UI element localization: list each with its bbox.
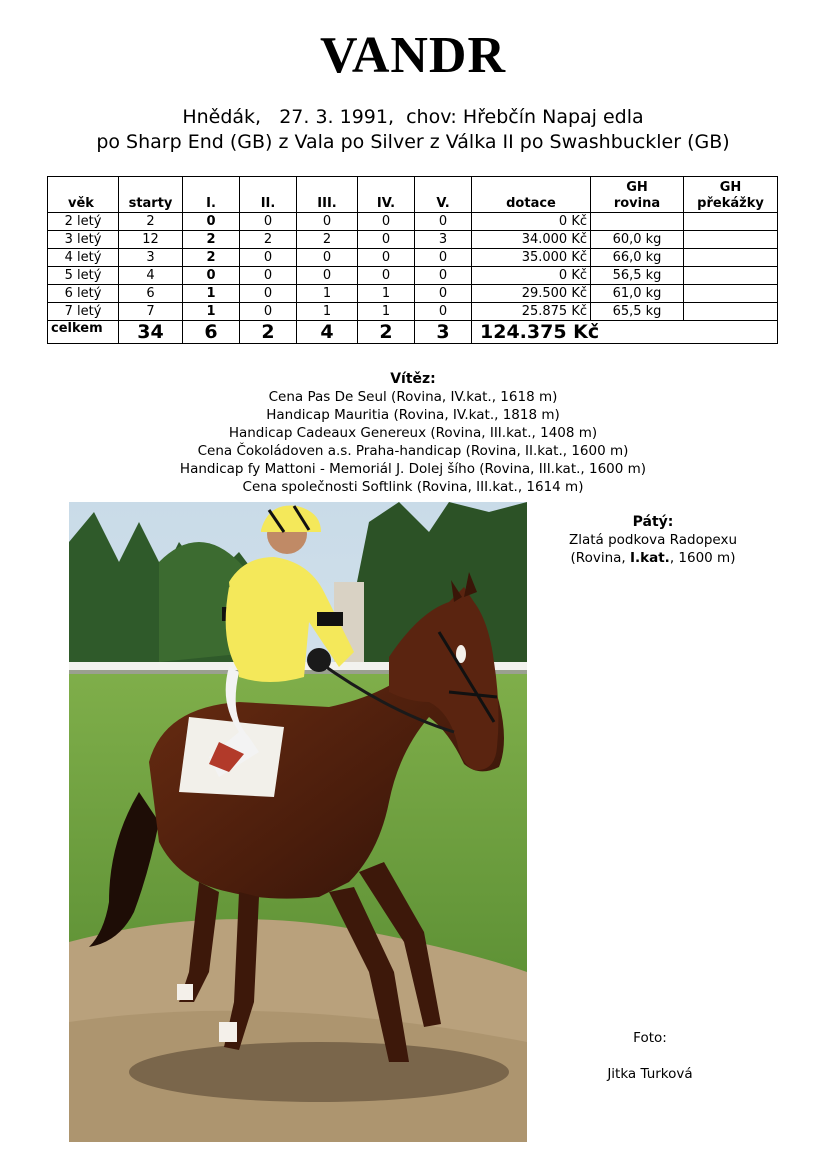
table-row xyxy=(48,231,778,249)
total-starts: 34 xyxy=(119,321,183,344)
table-row xyxy=(48,213,778,231)
row-fifth: 0 xyxy=(415,213,472,231)
row-gh-flat xyxy=(591,213,684,231)
row-prize: 0 Kč xyxy=(472,267,591,285)
col-header-age: věk xyxy=(48,177,119,213)
row-second: 2 xyxy=(240,231,297,249)
fifth-race-name: Zlatá podkova Radopexu xyxy=(568,532,738,548)
row-starts: 7 xyxy=(119,303,183,321)
row-third: 0 xyxy=(297,249,358,267)
row-prize: 34.000 Kč xyxy=(472,231,591,249)
row-fourth: 1 xyxy=(358,303,415,321)
horse-photo-illustration xyxy=(69,502,527,1142)
row-gh-jump xyxy=(684,213,778,231)
row-first: 1 xyxy=(183,285,240,303)
row-second: 0 xyxy=(240,213,297,231)
winner-heading: Vítěz: xyxy=(390,371,436,387)
fifth-race-detail xyxy=(548,549,758,567)
col-header-first: I. xyxy=(183,177,240,213)
career-stats-table xyxy=(47,176,778,344)
total-first: 6 xyxy=(183,321,240,344)
winner-race-list xyxy=(0,388,826,496)
row-gh-flat: 61,0 kg xyxy=(591,285,684,303)
table-row xyxy=(48,285,778,303)
row-first: 0 xyxy=(183,213,240,231)
row-gh-flat: 65,5 kg xyxy=(591,303,684,321)
row-second: 0 xyxy=(240,285,297,303)
table-total-row xyxy=(48,321,778,344)
row-first: 2 xyxy=(183,231,240,249)
winner-race-item: Handicap fy Mattoni - Memoriál J. Dolej šího (Rovina, III.kat., 1600 m) xyxy=(179,461,647,477)
total-prize: 124.375 Kč xyxy=(472,321,778,344)
row-fifth: 3 xyxy=(415,231,472,249)
row-fifth: 0 xyxy=(415,249,472,267)
row-fourth: 0 xyxy=(358,213,415,231)
row-fourth: 1 xyxy=(358,285,415,303)
gh-jump-bottom: překážky xyxy=(697,196,764,211)
fifth-detail-post: , 1600 m) xyxy=(669,550,736,566)
total-fifth: 3 xyxy=(415,321,472,344)
table-row xyxy=(48,249,778,267)
horse-photo xyxy=(69,502,527,1142)
row-age: 3 letý xyxy=(48,231,119,249)
row-first: 0 xyxy=(183,267,240,285)
row-age: 6 letý xyxy=(48,285,119,303)
row-gh-flat: 60,0 kg xyxy=(591,231,684,249)
col-header-prize: dotace xyxy=(472,177,591,213)
winner-race-item: Cena Čokoládoven a.s. Praha-handicap (Rovina, II.kat., 1600 m) xyxy=(197,443,629,459)
total-third: 4 xyxy=(297,321,358,344)
row-gh-jump xyxy=(684,267,778,285)
gh-flat-top: GH xyxy=(626,180,648,195)
row-prize: 29.500 Kč xyxy=(472,285,591,303)
gh-flat-bottom: rovina xyxy=(613,196,661,211)
col-header-third: III. xyxy=(297,177,358,213)
row-age: 5 letý xyxy=(48,267,119,285)
row-age: 4 letý xyxy=(48,249,119,267)
fifth-detail-category: I.kat. xyxy=(629,550,670,566)
row-second: 0 xyxy=(240,267,297,285)
winner-race-item: Handicap Cadeaux Genereux (Rovina, III.kat., 1408 m) xyxy=(228,425,598,441)
pedigree-line: po Sharp End (GB) z Vala po Silver z Válka II po Swashbuckler (GB) xyxy=(96,131,730,153)
row-age: 7 letý xyxy=(48,303,119,321)
winner-race-item: Handicap Mauritia (Rovina, IV.kat., 1818 m) xyxy=(266,407,560,423)
fifth-heading: Pátý: xyxy=(632,514,674,530)
row-second: 0 xyxy=(240,249,297,267)
table-row xyxy=(48,303,778,321)
row-gh-flat: 56,5 kg xyxy=(591,267,684,285)
row-first: 2 xyxy=(183,249,240,267)
row-fourth: 0 xyxy=(358,231,415,249)
page-title: VANDR xyxy=(319,27,507,84)
row-prize: 25.875 Kč xyxy=(472,303,591,321)
row-prize: 35.000 Kč xyxy=(472,249,591,267)
col-header-fifth: V. xyxy=(415,177,472,213)
row-gh-jump xyxy=(684,249,778,267)
col-header-second: II. xyxy=(240,177,297,213)
fifth-detail-pre: (Rovina, xyxy=(570,550,630,566)
row-third: 0 xyxy=(297,267,358,285)
col-header-starts: starty xyxy=(119,177,183,213)
row-gh-jump xyxy=(684,303,778,321)
winner-race-item: Cena Pas De Seul (Rovina, IV.kat., 1618 m) xyxy=(268,389,558,405)
total-fourth: 2 xyxy=(358,321,415,344)
row-gh-flat: 66,0 kg xyxy=(591,249,684,267)
col-header-fourth: IV. xyxy=(358,177,415,213)
col-header-gh-flat xyxy=(591,177,684,213)
row-fifth: 0 xyxy=(415,285,472,303)
fifth-place-section xyxy=(548,513,758,567)
row-third: 1 xyxy=(297,303,358,321)
table-row xyxy=(48,267,778,285)
total-label: celkem xyxy=(48,321,119,344)
row-second: 0 xyxy=(240,303,297,321)
row-starts: 4 xyxy=(119,267,183,285)
winner-race-item: Cena společnosti Softlink (Rovina, III.kat., 1614 m) xyxy=(242,479,584,495)
row-fifth: 0 xyxy=(415,267,472,285)
total-second: 2 xyxy=(240,321,297,344)
row-starts: 2 xyxy=(119,213,183,231)
row-third: 2 xyxy=(297,231,358,249)
photo-credit-label: Foto: xyxy=(633,1030,667,1046)
row-starts: 12 xyxy=(119,231,183,249)
row-gh-jump xyxy=(684,231,778,249)
row-fourth: 0 xyxy=(358,249,415,267)
row-starts: 3 xyxy=(119,249,183,267)
row-fifth: 0 xyxy=(415,303,472,321)
row-fourth: 0 xyxy=(358,267,415,285)
table-header-row xyxy=(48,177,778,213)
horse-details: Hnědák, 27. 3. 1991, chov: Hřebčín Napaj edla xyxy=(182,106,644,128)
row-age: 2 letý xyxy=(48,213,119,231)
row-gh-jump xyxy=(684,285,778,303)
row-first: 1 xyxy=(183,303,240,321)
photo-credit-name: Jitka Turková xyxy=(607,1066,693,1082)
gh-jump-top: GH xyxy=(719,180,742,195)
row-third: 0 xyxy=(297,213,358,231)
col-header-gh-jump xyxy=(684,177,778,213)
winner-section xyxy=(0,370,826,496)
row-starts: 6 xyxy=(119,285,183,303)
row-prize: 0 Kč xyxy=(472,213,591,231)
row-third: 1 xyxy=(297,285,358,303)
